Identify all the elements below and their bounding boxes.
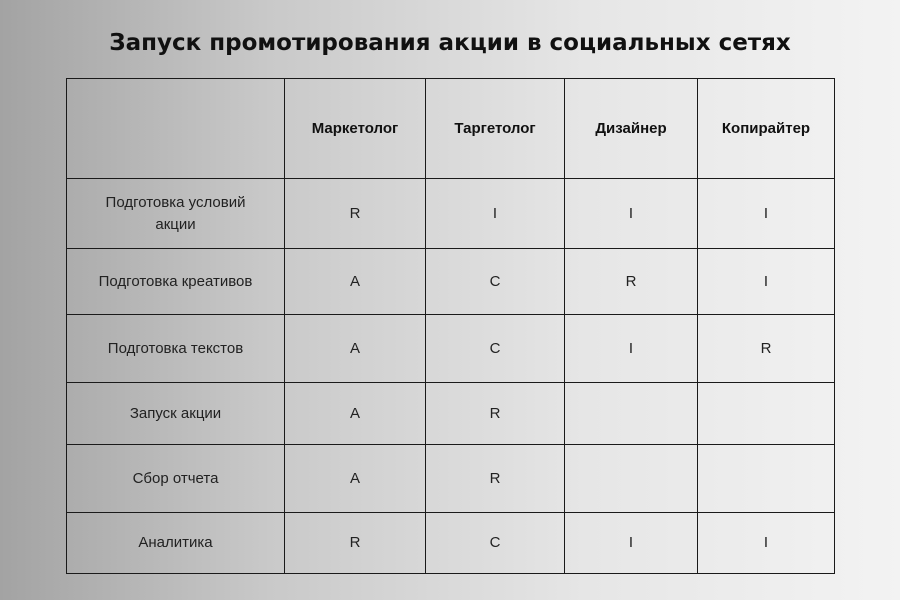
header-row [67, 79, 835, 179]
raci-cell: R [426, 383, 565, 445]
raci-cell: I [565, 179, 698, 249]
raci-cell: C [426, 249, 565, 315]
raci-table [66, 78, 835, 574]
column-header: Таргетолог [426, 79, 565, 179]
raci-cell [565, 383, 698, 445]
raci-cell: A [285, 445, 426, 513]
table-row [67, 249, 835, 315]
row-label: Подготовка текстов [67, 315, 285, 383]
row-label: Запуск акции [67, 383, 285, 445]
raci-cell: I [698, 179, 835, 249]
raci-cell: A [285, 315, 426, 383]
table-row [67, 315, 835, 383]
raci-cell: R [285, 179, 426, 249]
raci-cell: R [426, 445, 565, 513]
row-label: Подготовка условий акции [67, 179, 285, 249]
raci-cell: R [285, 513, 426, 574]
page-title: Запуск промотирования акции в социальных сетях [109, 30, 791, 56]
row-label: Аналитика [67, 513, 285, 574]
table-row [67, 445, 835, 513]
table-row [67, 383, 835, 445]
column-header: Маркетолог [285, 79, 426, 179]
raci-cell [565, 445, 698, 513]
table-row [67, 513, 835, 574]
table-row [67, 179, 835, 249]
column-header: Копирайтер [698, 79, 835, 179]
raci-cell: I [565, 513, 698, 574]
raci-cell: C [426, 513, 565, 574]
corner-cell [67, 79, 285, 179]
column-header: Дизайнер [565, 79, 698, 179]
raci-cell [698, 445, 835, 513]
raci-cell: I [698, 249, 835, 315]
raci-cell [698, 383, 835, 445]
raci-cell: I [565, 315, 698, 383]
raci-cell: R [565, 249, 698, 315]
raci-cell: A [285, 383, 426, 445]
row-label: Сбор отчета [67, 445, 285, 513]
raci-cell: R [698, 315, 835, 383]
raci-cell: A [285, 249, 426, 315]
raci-cell: C [426, 315, 565, 383]
raci-cell: I [426, 179, 565, 249]
row-label: Подготовка креативов [67, 249, 285, 315]
raci-cell: I [698, 513, 835, 574]
